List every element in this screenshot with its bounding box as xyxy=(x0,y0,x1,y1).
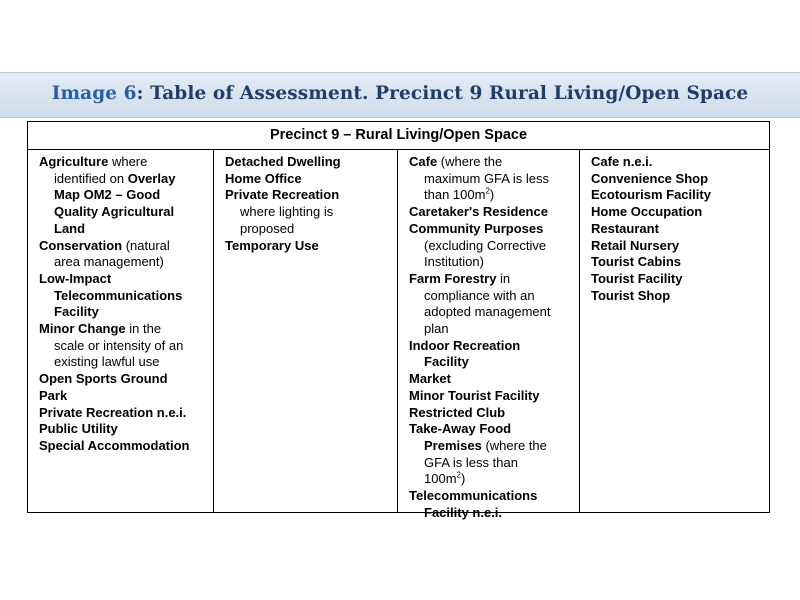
list-item: Retail Nursery xyxy=(591,237,680,253)
use-note: proposed xyxy=(240,220,295,236)
list-item: Restaurant xyxy=(591,220,659,236)
image-caption-number: Image 6 xyxy=(51,83,137,104)
list-item: Tourist Shop xyxy=(591,287,671,303)
table-heading: Precinct 9 – Rural Living/Open Space xyxy=(28,122,769,150)
list-item: Detached Dwelling xyxy=(225,154,341,169)
list-item: Tourist Facility xyxy=(591,270,683,286)
image-caption-banner xyxy=(0,72,800,118)
use-note: (natural xyxy=(122,237,170,253)
column-3 xyxy=(398,150,580,520)
use-note: in xyxy=(496,270,511,286)
list-item xyxy=(409,154,575,204)
use-note xyxy=(409,471,575,488)
use-note-text: than 100m xyxy=(424,187,486,203)
superscript: 2 xyxy=(485,187,490,197)
superscript: 2 xyxy=(456,471,461,481)
use-note xyxy=(409,187,575,204)
use-note: existing lawful use xyxy=(54,354,160,370)
use-name: Community Purposes xyxy=(409,220,544,236)
list-item xyxy=(409,221,575,271)
assessment-table xyxy=(27,121,770,520)
use-name: Farm Forestry xyxy=(409,270,497,286)
use-note: area management) xyxy=(54,254,164,270)
column-1 xyxy=(28,150,214,513)
use-name: Facility n.e.i. xyxy=(424,504,503,520)
list-item: Minor Tourist Facility xyxy=(409,387,540,403)
use-note: (excluding Corrective xyxy=(424,237,547,253)
use-note-text: (where the xyxy=(481,437,547,453)
list-item xyxy=(409,338,575,371)
use-name: Telecommunications xyxy=(409,488,538,504)
list-item: Caretaker's Residence xyxy=(409,204,548,220)
use-name: Private Recreation xyxy=(225,187,340,203)
use-name: Telecommunications xyxy=(54,287,183,303)
list-item: Restricted Club xyxy=(409,404,506,420)
use-note: (where the xyxy=(437,154,503,169)
use-name: Indoor Recreation xyxy=(409,337,521,353)
list-item: Market xyxy=(409,371,451,387)
image-caption xyxy=(0,83,800,104)
use-name: Facility xyxy=(54,304,99,320)
use-note: adopted management xyxy=(424,304,551,320)
use-note-text: ) xyxy=(460,471,466,487)
use-note: maximum GFA is less xyxy=(424,170,549,186)
use-note-text: 100m xyxy=(424,471,457,487)
use-note: scale or intensity of an xyxy=(54,337,184,353)
use-note: GFA is less than xyxy=(424,454,518,470)
use-name: Minor Change xyxy=(39,321,126,337)
use-name: Conservation xyxy=(39,237,123,253)
use-name: Premises xyxy=(424,437,482,453)
list-item: Cafe n.e.i. xyxy=(591,154,653,169)
image-caption-text: : Table of Assessment. Precinct 9 Rural Living/Open Space xyxy=(136,83,749,104)
list-item xyxy=(39,271,209,321)
list-item xyxy=(409,271,575,338)
list-item: Private Recreation n.e.i. xyxy=(39,404,187,420)
list-item: Public Utility xyxy=(39,421,118,437)
use-note: where lighting is xyxy=(240,204,334,220)
list-item: Park xyxy=(39,387,68,403)
list-item xyxy=(39,238,209,271)
use-note-text: ) xyxy=(489,187,495,203)
use-note: Map OM2 – Good xyxy=(54,187,161,203)
use-note-bold: Overlay xyxy=(127,170,176,186)
list-item: Open Sports Ground xyxy=(39,371,168,387)
list-item xyxy=(409,421,575,488)
list-item: Temporary Use xyxy=(225,237,319,253)
use-note: Quality Agricultural xyxy=(54,204,175,220)
use-name: Agriculture xyxy=(39,154,109,169)
list-item: Tourist Cabins xyxy=(591,254,682,270)
use-note: in the xyxy=(125,321,162,337)
use-name: Cafe xyxy=(409,154,438,169)
use-note: Institution) xyxy=(424,254,484,270)
use-name: Low-Impact xyxy=(39,270,112,286)
list-item xyxy=(39,321,209,371)
list-item: Ecotourism Facility xyxy=(591,187,711,203)
table-body xyxy=(28,150,769,520)
list-item: Convenience Shop xyxy=(591,170,709,186)
list-item: Special Accommodation xyxy=(39,437,190,453)
list-item xyxy=(409,488,575,521)
column-4 xyxy=(580,150,768,513)
use-note xyxy=(39,171,209,188)
use-note-text: identified on xyxy=(54,170,128,186)
use-name: Facility xyxy=(424,354,469,370)
list-item: Home Office xyxy=(225,170,302,186)
use-note: compliance with an xyxy=(424,287,535,303)
list-item xyxy=(225,187,393,237)
list-item: Home Occupation xyxy=(591,204,703,220)
use-note: plan xyxy=(424,321,449,337)
use-note xyxy=(409,438,575,455)
use-name: Take-Away Food xyxy=(409,421,512,437)
use-note: where xyxy=(108,154,148,169)
list-item xyxy=(39,154,209,238)
column-2 xyxy=(214,150,398,513)
use-note: Land xyxy=(54,220,86,236)
